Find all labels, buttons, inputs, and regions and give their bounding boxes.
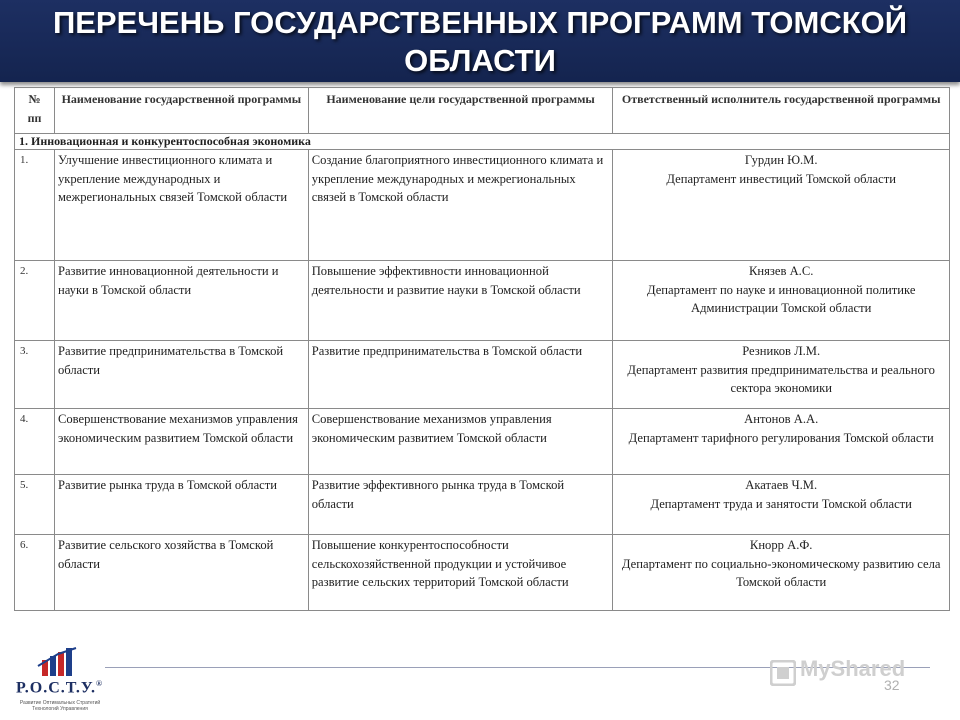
program-name: Улучшение инвестиционного климата и укрепление международных и межрегиональных связей Томской области (54, 150, 308, 261)
program-goal: Создание благоприятного инвестиционного климата и укрепление международных и межрегиональных связей в Томской области (308, 150, 613, 261)
header-goal: Наименование цели государственной программы (308, 88, 613, 134)
header-num-label: пп (27, 110, 42, 125)
executor-department: Департамент по науке и инновационной политике Администрации Томской области (646, 282, 916, 315)
logo-name-text: Р.О.С.Т.У. (16, 679, 96, 697)
section-row (15, 134, 950, 150)
row-number: 6. (15, 535, 55, 611)
executor-department: Департамент труда и занятости Томской области (650, 496, 912, 511)
program-name: Развитие сельского хозяйства в Томской области (54, 535, 308, 611)
row-number: 2. (15, 261, 55, 341)
program-goal: Повышение эффективности инновационной деятельности и развитие науки в Томской области (308, 261, 613, 341)
title-line-1: ПЕРЕЧЕНЬ ГОСУДАРСТВЕННЫХ ПРОГРАММ ТОМСКОЙ (52, 5, 908, 40)
executor-person: Акатаев Ч.М. (745, 478, 818, 492)
program-name: Развитие инновационной деятельности и науки в Томской области (54, 261, 308, 341)
table-header-row (15, 88, 950, 134)
executor-person: Гурдин Ю.М. (744, 153, 818, 167)
row-number: 5. (15, 475, 55, 535)
responsible-executor (613, 341, 950, 409)
header-num-symbol: № (28, 92, 41, 106)
header-num (15, 88, 55, 134)
executor-person: Кнорр А.Ф. (749, 538, 813, 552)
executor-person: Резников Л.М. (742, 344, 821, 358)
responsible-executor (613, 150, 950, 261)
table-row (15, 150, 950, 261)
page-number: 32 (884, 677, 900, 693)
table-row (15, 341, 950, 409)
title-bar (0, 0, 960, 82)
title-line-2: ОБЛАСТИ (404, 43, 556, 78)
executor-person: Князев А.С. (748, 264, 814, 278)
watermark-text: MyShared (800, 656, 906, 681)
program-goal: Развитие предпринимательства в Томской области (308, 341, 613, 409)
row-number: 3. (15, 341, 55, 409)
header-program: Наименование государственной программы (54, 88, 308, 134)
executor-department: Департамент по социально-экономическому развитию села Томской области (621, 556, 941, 589)
row-number: 4. (15, 409, 55, 475)
responsible-executor (613, 475, 950, 535)
responsible-executor (613, 535, 950, 611)
executor-department: Департамент инвестиций Томской области (666, 171, 896, 186)
slide-title (0, 4, 960, 80)
executor-department: Департамент тарифного регулирования Томской области (628, 430, 934, 445)
program-name: Развитие предпринимательства в Томской области (54, 341, 308, 409)
table-row (15, 535, 950, 611)
registered-mark: ® (95, 679, 103, 688)
row-number: 1. (15, 150, 55, 261)
responsible-executor (613, 261, 950, 341)
program-goal: Повышение конкурентоспособности сельскохозяйственной продукции и устойчивое развитие сельских территорий Томской области (308, 535, 613, 611)
header-executor: Ответственный исполнитель государственной программы (613, 88, 950, 134)
table-row (15, 409, 950, 475)
logo-subtitle: Развитие Оптимальных Стратегий Технологий Управления (19, 700, 101, 712)
program-name: Совершенствование механизмов управления экономическим развитием Томской области (54, 409, 308, 475)
table-row (15, 261, 950, 341)
section-title: 1. Инновационная и конкурентоспособная экономика (15, 134, 950, 150)
responsible-executor (613, 409, 950, 475)
watermark-icon (770, 660, 796, 686)
program-name: Развитие рынка труда в Томской области (54, 475, 308, 535)
executor-department: Департамент развития предпринимательства и реального сектора экономики (627, 362, 935, 395)
table-row (15, 475, 950, 535)
executor-person: Антонов А.А. (744, 412, 819, 426)
programs-table (14, 87, 950, 611)
logo-name (16, 679, 103, 697)
logo-bars-icon (38, 648, 76, 676)
program-goal: Развитие эффективного рынка труда в Томской области (308, 475, 613, 535)
program-goal: Совершенствование механизмов управления экономическим развитием Томской области (308, 409, 613, 475)
